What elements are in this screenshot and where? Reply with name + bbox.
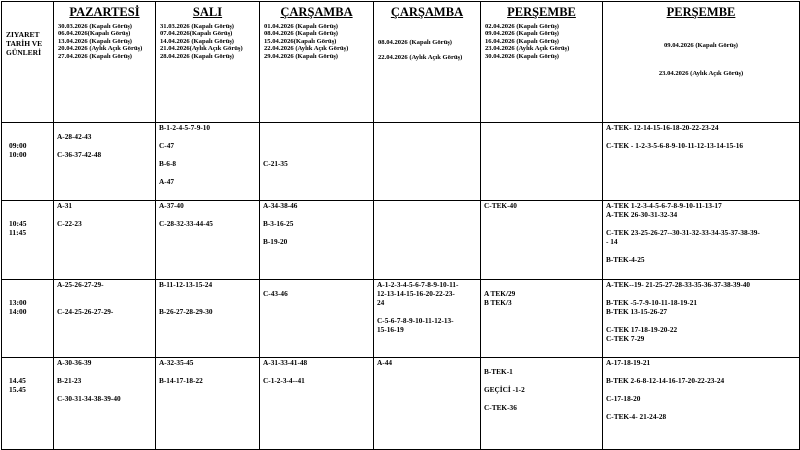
corner-header: ZIYARET TARİH VE GÜNLERİ (2, 2, 54, 123)
day-name: SALI (192, 5, 223, 19)
schedule-cell: C-TEK-40 (481, 201, 603, 280)
schedule-cell: B-TEK-1 GEÇİCİ -1-2 C-TEK-36 (481, 358, 603, 450)
schedule-cell: A-44 (374, 358, 481, 450)
schedule-cell (374, 123, 481, 201)
time-slot: 10:45 11:45 (2, 201, 54, 280)
time-slot: 13:00 14:00 (2, 280, 54, 358)
day-header-4 (374, 2, 481, 123)
schedule-cell: A-1-2-3-4-5-6-7-8-9-10-11- 12-13-14-15-16-20-22-23- 24 C-5-6-7-8-9-10-11-12-13- 15-16-19 (374, 280, 481, 358)
day-name: ÇARŞAMBA (390, 5, 464, 19)
schedule-cell: A-17-18-19-21 B-TEK 2-6-8-12-14-16-17-20-22-23-24 C-17-18-20 C-TEK-4- 21-24-28 (603, 358, 800, 450)
time-row-4 (2, 358, 800, 450)
day-dates: 01.04.2026 (Kapalı Görüş) 08.04.2026 (Kapalı Görüş) 15.04.2026(Kapalı Görüş) 22.04.2026 (Aylık Açık Görüş) 29.04.2026 (Kapalı Görüş) (264, 23, 349, 60)
time-slot: 09:00 10:00 (2, 123, 54, 201)
schedule-cell: C-43-46 (260, 280, 374, 358)
schedule-cell (481, 123, 603, 201)
schedule-cell: A TEK/29 B TEK/3 (481, 280, 603, 358)
schedule-cell: A-TEK 1-2-3-4-5-6-7-8-9-10-11-13-17 A-TEK 26-30-31-32-34 C-TEK 23-25-26-27--30-31-32-33-34-35-37-38-39- - 14 B-TEK-4-25 (603, 201, 800, 280)
time-row-1 (2, 123, 800, 201)
day-dates: 31.03.2026 (Kapalı Görüş) 07.04.2026(Kapalı Görüş) 14.04.2026 (Kapalı Görüş) 21.04.2026(Aylık Açık Görüş) 28.04.2026 (Kapalı Görüş) (160, 23, 243, 60)
day-dates: 30.03.2026 (Kapalı Görüş) 06.04.2026(Kapalı Görüş) 13.04.2026 (Kapalı Görüş) 20.04.2026 (Aylık Açık Görüş) 27.04.2026 (Kapalı Görüş) (58, 23, 143, 60)
schedule-cell: A-34-38-46 B-3-16-25 B-19-20 (260, 201, 374, 280)
time-row-3 (2, 280, 800, 358)
schedule-cell: A-TEK--19- 21-25-27-28-33-35-36-37-38-39-40 B-TEK -5-7-9-10-11-18-19-21 B-TEK 13-15-26-27 C-TEK 17-18-19-20-22 C-TEK 7-29 (603, 280, 800, 358)
day-header-2 (156, 2, 260, 123)
schedule-cell: B-1-2-4-5-7-9-10 C-47 B-6-8 A-47 (156, 123, 260, 201)
schedule-cell: A-25-26-27-29- C-24-25-26-27-29- (54, 280, 156, 358)
schedule-cell: A-28-42-43 C-36-37-42-48 (54, 123, 156, 201)
schedule-cell: A-30-36-39 B-21-23 C-30-31-34-38-39-40 (54, 358, 156, 450)
time-slot: 14.45 15.45 (2, 358, 54, 450)
day-name: PERŞEMBE (666, 5, 736, 19)
schedule-cell: A-37-40 C-28-32-33-44-45 (156, 201, 260, 280)
header-row (2, 2, 800, 123)
day-header-1 (54, 2, 156, 123)
day-header-6 (603, 2, 800, 123)
time-row-2 (2, 201, 800, 280)
day-dates: 08.04.2026 (Kapalı Görüş) 22.04.2026 (Aylık Açık Görüş) (378, 39, 463, 61)
day-header-5 (481, 2, 603, 123)
day-name: PAZARTESİ (69, 5, 140, 19)
schedule-cell: A-31 C-22-23 (54, 201, 156, 280)
schedule-cell: A-TEK- 12-14-15-16-18-20-22-23-24 C-TEK - 1-2-3-5-6-8-9-10-11-12-13-14-15-16 (603, 123, 800, 201)
day-name: ÇARŞAMBA (280, 5, 353, 19)
day-header-3 (260, 2, 374, 123)
day-dates: 09.04.2026 (Kapalı Görüş) 23.04.2026 (Aylık Açık Görüş) (658, 42, 744, 77)
day-name: PERŞEMBE (507, 5, 576, 19)
schedule-cell: A-32-35-45 B-14-17-18-22 (156, 358, 260, 450)
schedule-cell: A-31-33-41-48 C-1-2-3-4--41 (260, 358, 374, 450)
schedule-cell: C-21-35 (260, 123, 374, 201)
visit-schedule-table (1, 1, 800, 450)
day-dates: 02.04.2026 (Kapalı Görüş) 09.04.2026 (Kapalı Görüş) 16.04.2026 (Kapalı Görüş) 23.04.2026 (Aylık Açık Görüş) 30.04.2026 (Kapalı Görüş) (485, 23, 570, 60)
schedule-cell: B-11-12-13-15-24 B-26-27-28-29-30 (156, 280, 260, 358)
schedule-cell (374, 201, 481, 280)
